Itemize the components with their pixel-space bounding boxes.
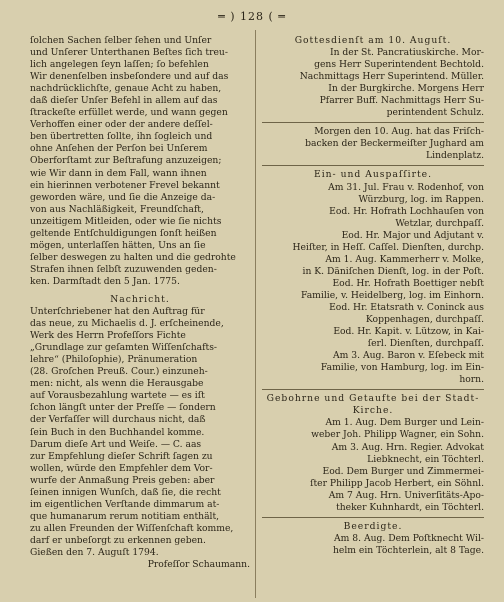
arrivals-title: Ein- und Auspaſſirte.	[313, 169, 433, 181]
text-line: mögen, unterlaſſen hätten, Uns an ſie	[30, 239, 206, 251]
text-line: geworden wäre, und ſie die Anzeige da-	[30, 191, 216, 203]
text-line: Verhoffen einer oder der andere deſſel-	[30, 119, 213, 131]
text-line: Strafen ihnen ſelbſt zuzuwenden geden-	[30, 263, 217, 275]
text-line: Eod. Hr. Hofrath Boettiger nebſt	[332, 277, 484, 289]
text-line: theker Kuhnhardt, ein Töchterl.	[336, 501, 484, 513]
text-line: ſein Buch in den Buchhandel komme.	[30, 426, 205, 438]
text-line: Morgen den 10. Aug. hat das Friſch-	[314, 126, 484, 138]
text-line: Nachmittags Herr Superintend. Müller.	[299, 71, 484, 83]
text-line: daß dieſer Unſer Befehl in allem auf das	[30, 95, 218, 107]
text-line: horn.	[459, 374, 484, 386]
text-line: zur Empfehlung dieſer Schrift ſagen zu	[30, 450, 213, 462]
divider	[262, 122, 484, 123]
text-line: zu allen Freunden der Wiſſenſchaft komme,	[30, 522, 234, 534]
left-column	[30, 35, 250, 571]
text-line: Am 1. Aug. Dem Burger und Lein-	[325, 417, 484, 429]
text-line: In der Burgkirche. Morgens Herr	[328, 83, 484, 95]
text-line: ohne Anſehen der Perſon bei Unſerem	[30, 143, 208, 155]
decree-paragraph	[30, 35, 250, 288]
text-line: ken. Darmſtadt den 5 Jan. 1775.	[30, 275, 180, 287]
text-line: Unterſchriebener hat den Auftrag für	[30, 306, 205, 318]
text-line: lehre“ (Philoſophie), Pränumeration	[30, 354, 198, 366]
text-line: wie Wir dann in dem Fall, wann ihnen	[30, 167, 207, 179]
text-line: darf er unbeſorgt zu erkennen geben.	[30, 534, 206, 546]
text-line: Eod. Hr. Major und Adjutant v.	[341, 229, 484, 241]
text-line: ſerl. Dienſten, durchpaſſ.	[367, 338, 484, 350]
text-line: im eigentlichen Verſtande dimmarum at-	[30, 498, 220, 510]
text-line: geltende Entſchuldigungen ſonſt heißen	[30, 227, 217, 239]
text-line: von aus Nachläßigkeit, Freundſchaft,	[30, 203, 204, 215]
text-line: Pfarrer Buff. Nachmittags Herr Su-	[319, 95, 484, 107]
divider	[262, 517, 484, 518]
notice-paragraph	[30, 306, 250, 559]
text-line: Am 3. Aug. Baron v. Eſebeck mit	[333, 350, 484, 362]
page-header: ═ ) 128 ( ═	[218, 10, 286, 23]
notice-signature: Profeſſor Schaumann.	[147, 559, 250, 571]
text-line: Eod. Hr. Etatsrath v. Coninck aus	[329, 301, 484, 313]
text-line: Wetzlar, durchpaſſ.	[395, 217, 484, 229]
text-line: In der St. Pancratiuskirche. Mor-	[329, 47, 484, 59]
arrivals-paragraph	[262, 182, 484, 387]
text-line: weber Joh. Philipp Wagner, ein Sohn.	[311, 429, 484, 441]
burials-paragraph	[262, 533, 484, 557]
text-line: Würzburg, log. im Rappen.	[358, 193, 484, 205]
text-line: (28. Groſchen Preuß. Cour.) einzuneh-	[30, 366, 208, 378]
text-line: wollen, würde den Empfehler dem Vor-	[30, 462, 213, 474]
text-line: helm ein Töchterlein, alt 8 Tage.	[332, 544, 484, 556]
text-line: Eod. Hr. Hofrath Lochhauſen von	[329, 205, 484, 217]
text-line: in K. Däniſchen Dienſt, log. in der Poſt.	[302, 265, 484, 277]
text-line: ſtrackeſte erfüllet werde, und wann gegen	[30, 107, 228, 119]
burials-title: Beerdigte.	[343, 520, 403, 532]
right-column	[262, 35, 484, 557]
text-line: und Unſerer Unterthanen Beſtes ſich treu-	[30, 47, 228, 59]
text-line: men: nicht, als wenn die Herausgabe	[30, 378, 204, 390]
text-line: „Grundlage zur geſamten Wiſſenſchafts-	[30, 342, 218, 354]
text-line: unzeitigem Mitleiden, oder wie ſie nichts	[30, 215, 222, 227]
divider	[262, 165, 484, 166]
text-line: Eod. Dem Burger und Zimmermei-	[322, 465, 484, 477]
text-line: ein hierinnen verbotener Frevel bekannt	[30, 179, 220, 191]
text-line: wurfe der Anmaßung Preis geben: aber	[30, 474, 215, 486]
text-line: Am 31. Jul. Frau v. Rodenhof, von	[328, 181, 484, 193]
text-line: Am 1. Aug. Kammerherr v. Molke,	[325, 253, 484, 265]
text-line: Gießen den 7. Auguſt 1794.	[30, 546, 159, 558]
births-paragraph	[262, 417, 484, 513]
births-title: Gebohrne und Getaufte bei der Stadt-	[266, 393, 480, 405]
text-line: Am 3. Aug. Hrn. Regier. Advokat	[331, 441, 484, 453]
text-line: nachdrücklichſte, genaue Acht zu haben,	[30, 83, 222, 95]
text-line: ſeinen innigen Wunſch, daß ſie, die recht	[30, 486, 221, 498]
divider	[262, 389, 484, 390]
text-line: que humanarum rerum notitiam enthält,	[30, 510, 220, 522]
text-line: ſter Philipp Jacob Herbert, ein Söhnl.	[310, 477, 484, 489]
text-line: Heiſter, in Heſſ. Caſſel. Dienſten, durchp.	[292, 241, 484, 253]
text-line: Werk des Herrn Profeſſors Fichte	[30, 330, 186, 342]
text-line: gens Herr Superintendent Bechtold.	[314, 59, 484, 71]
text-line: lich angelegen ſeyn laſſen; ſo befehlen	[30, 59, 209, 71]
bakery-paragraph	[262, 126, 484, 162]
text-line: auf Vorausbezahlung wartete — es iſt	[30, 390, 205, 402]
text-line: Am 7 Aug. Hrn. Univerſitäts-Apo-	[328, 489, 484, 501]
column-divider	[255, 30, 256, 598]
text-line: ſchon längſt unter der Preſſe — ſondern	[30, 402, 216, 414]
text-line: Am 8. Aug. Dem Poſtknecht Wil-	[334, 532, 484, 544]
text-line: backen der Beckermeiſter Jughard am	[305, 138, 484, 150]
text-line: Oberforſtamt zur Beſtrafung anzuzeigen;	[30, 155, 222, 167]
text-line: Eod. Hr. Kapit. v. Lützow, in Kai-	[333, 326, 484, 338]
text-line: Familie, v. Heidelberg, log. im Einhorn.	[300, 289, 484, 301]
text-line: Darum dieſe Art und Weiſe. — C. aas	[30, 438, 202, 450]
text-line: Wir denenſelben insbeſondere und auf das	[30, 71, 229, 83]
births-subtitle: Kirche.	[352, 405, 394, 417]
text-line: Familie, von Hamburg, log. im Ein-	[320, 362, 484, 374]
text-line: perintendent Schulz.	[386, 107, 484, 119]
text-line: Liebknecht, ein Töchterl.	[367, 453, 484, 465]
text-line: der Verfaſſer will durchaus nicht, daß	[30, 414, 206, 426]
notice-title: Nachricht.	[110, 293, 170, 305]
text-line: das neue, zu Michaelis d. J. erſcheinende,	[30, 318, 224, 330]
text-line: Koppenhagen, durchpaſſ.	[365, 314, 484, 326]
text-line: Lindenplatz.	[426, 150, 484, 162]
service-paragraph	[262, 47, 484, 119]
text-line: ſolchen Sachen ſelber ſehen und Unſer	[30, 35, 212, 46]
text-line: ſelber deswegen zu halten und die gedrohte	[30, 251, 236, 263]
text-line: ben übertretten ſollte, ihn ſogleich und	[30, 131, 213, 143]
service-title: Gottesdienſt am 10. Auguſt.	[294, 35, 452, 46]
